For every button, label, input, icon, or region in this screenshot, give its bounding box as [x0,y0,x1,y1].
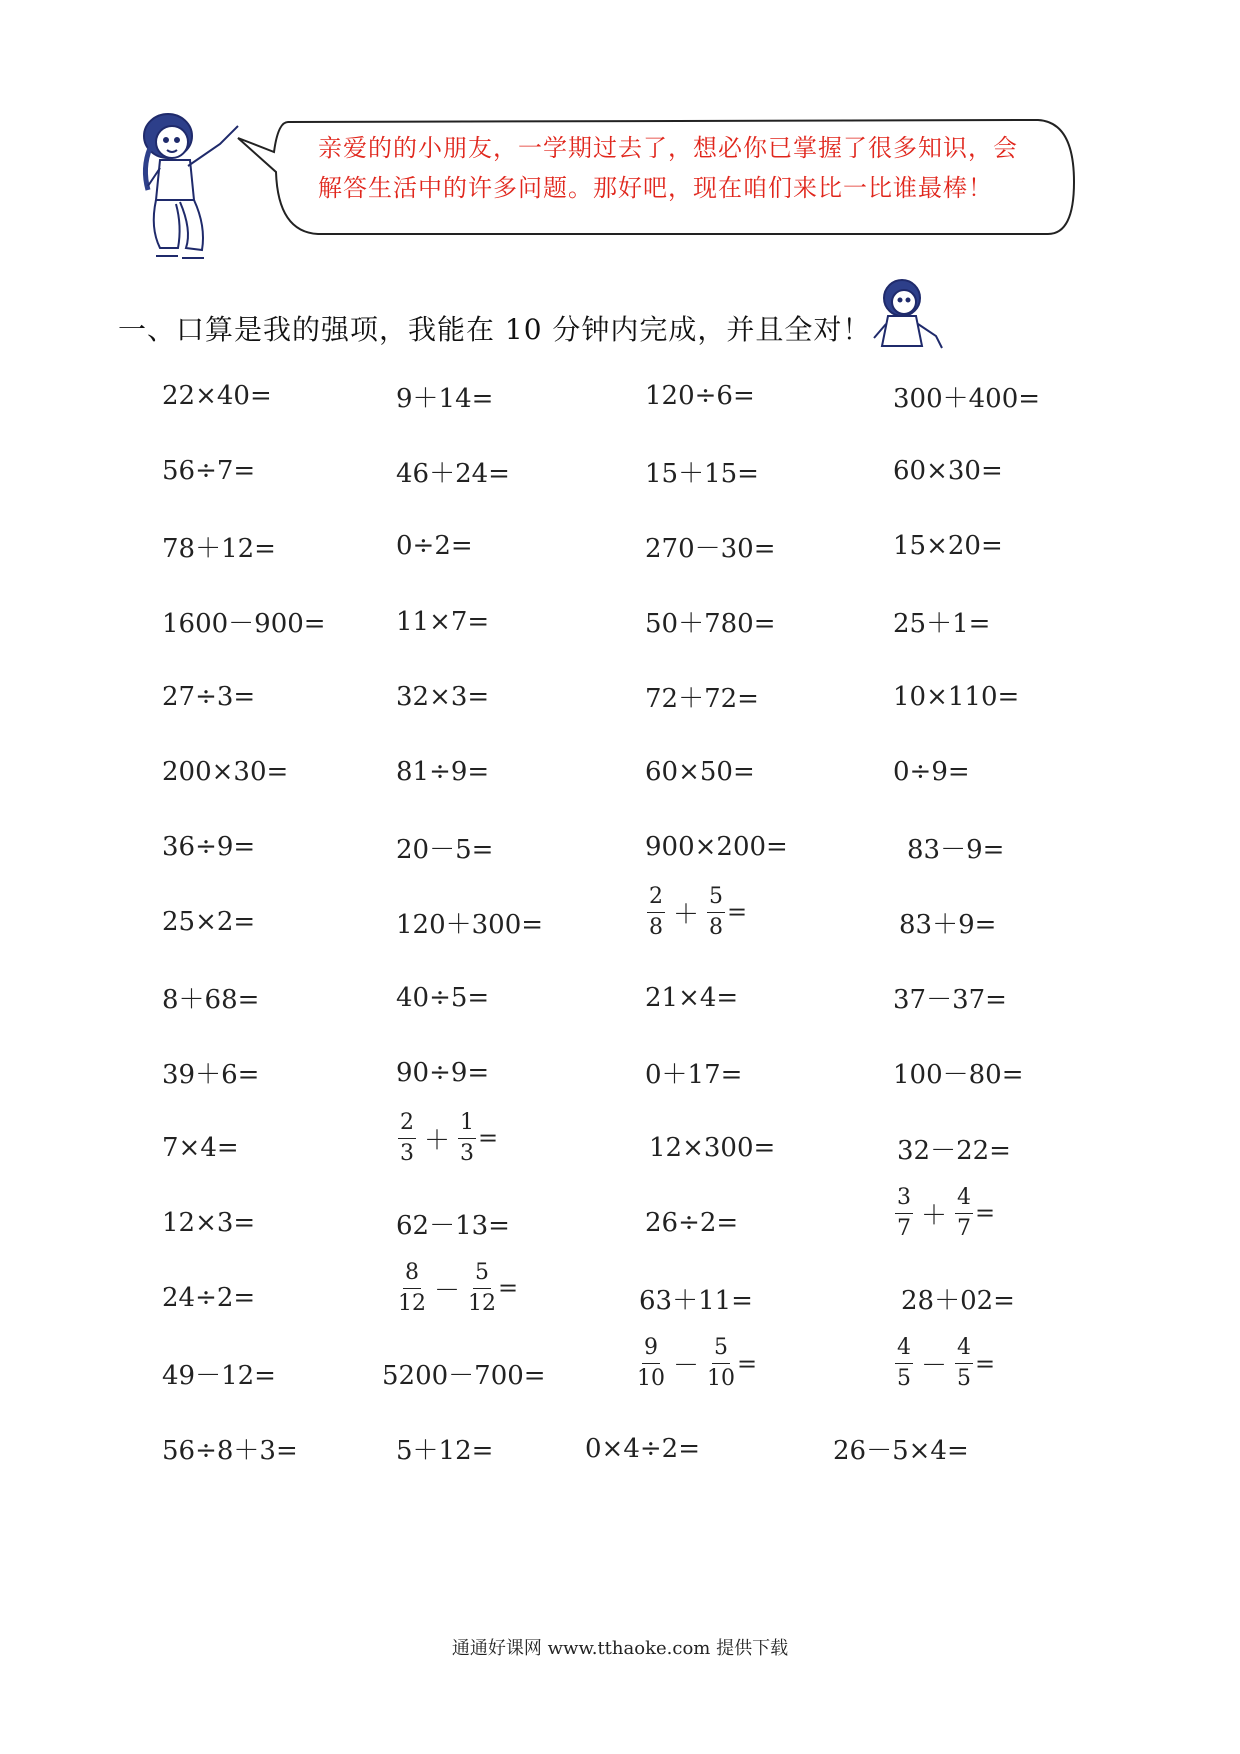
fraction-a-numerator: 2 [398,1112,416,1139]
problem-r2-c1: 56÷7= [162,456,256,487]
problem-r8-c2: 120＋300= [396,909,544,940]
problem-r7-c1: 36÷9= [162,832,256,863]
problem-r10-c3: 0＋17= [645,1060,743,1091]
problem-r14-c3 [635,1335,758,1392]
problem-r15-c1: 56÷8＋3= [162,1436,298,1467]
fraction-a-numerator: 2 [647,886,665,913]
fraction-a [895,1337,913,1390]
problem-r10-c4: 100－80= [893,1060,1024,1091]
problem-r11-c1: 7×4= [162,1133,239,1163]
fraction-a [647,883,665,940]
fraction-a-numerator: 8 [403,1262,421,1289]
fraction-b-denominator: 10 [707,1366,736,1392]
fraction-b-denominator: 3 [460,1140,475,1166]
intro-message-line-2: 解答生活中的许多问题。那好吧，现在咱们来比一比谁最棒！ [318,174,993,202]
problem-r13-c2 [396,1259,519,1316]
problem-r7-c2: 20－5= [396,834,494,865]
equals-sign: = [975,1199,996,1228]
problem-r8-c1: 25×2= [162,907,256,938]
fraction-b-numerator: 4 [955,1187,973,1214]
problem-r12-c1: 12×3= [162,1208,256,1239]
problem-r3-c3: 270－30= [645,533,776,564]
problem-r2-c3: 15＋15= [645,458,759,489]
operator: － [921,1351,948,1382]
problem-r9-c1: 8＋68= [162,985,260,1016]
operator: ＋ [673,899,700,930]
fraction-a [637,1337,665,1390]
problem-r13-c4: 28＋02= [901,1285,1015,1316]
fraction-a-denominator: 12 [398,1290,426,1316]
problem-r2-c2: 46＋24= [396,458,510,489]
problem-r5-c4: 10×110= [893,681,1020,712]
problem-r3-c2: 0÷2= [396,531,473,562]
problem-r1-c1: 22×40= [162,381,272,411]
problem-r5-c2: 32×3= [396,681,490,712]
problem-r4-c1: 1600－900= [162,609,326,640]
equals-sign: = [498,1274,519,1303]
operator: ＋ [921,1200,948,1231]
problem-r10-c2: 90÷9= [396,1057,490,1088]
equals-sign: = [737,1349,758,1378]
fraction-b-numerator: 1 [458,1112,476,1139]
fraction-a-denominator: 7 [897,1215,911,1241]
problem-r3-c4: 15×20= [893,531,1003,562]
girl-waving-illustration [868,276,948,358]
problem-r5-c3: 72＋72= [645,684,759,715]
problem-r1-c4: 300＋400= [893,383,1041,414]
section-title: 一、口算是我的强项，我能在 10 分钟内完成，并且全对！ [118,313,872,346]
problem-r1-c3: 120÷6= [645,381,755,411]
fraction-a-denominator: 8 [649,914,663,940]
problem-r12-c4 [893,1184,996,1241]
problem-r12-c3: 26÷2= [645,1208,739,1239]
footer-credit: 通通好课网 www.tthaoke.com 提供下载 [451,1638,789,1659]
problem-r9-c4: 37－37= [893,985,1007,1016]
equals-sign: = [478,1124,499,1152]
problem-r6-c1: 200×30= [162,757,289,787]
fraction-a-denominator: 3 [400,1140,414,1166]
problem-r6-c2: 81÷9= [396,757,490,787]
problem-r15-c3: 0×4÷2= [585,1433,700,1464]
problem-r9-c2: 40÷5= [396,982,490,1013]
fraction-b-denominator: 5 [957,1366,972,1392]
fraction-b-denominator: 12 [468,1290,497,1316]
problem-r5-c1: 27÷3= [162,681,256,712]
fraction-a-numerator: 4 [895,1337,913,1364]
fraction-b [468,1259,497,1316]
operator: － [673,1351,700,1382]
problem-r14-c4 [893,1335,996,1392]
fraction-a-numerator: 9 [642,1337,660,1364]
problem-r3-c1: 78＋12= [162,533,276,564]
problem-r9-c3: 21×4= [645,982,739,1013]
fraction-a-denominator: 10 [637,1366,665,1392]
problem-r12-c2: 62－13= [396,1210,510,1241]
fraction-b [707,883,725,940]
problem-r2-c4: 60×30= [893,456,1003,487]
problem-r15-c4: 26－5×4= [833,1436,969,1467]
problem-r14-c1: 49－12= [162,1361,276,1392]
fraction-a [398,1259,426,1316]
intro-message [318,128,1038,208]
fraction-b [955,1184,973,1241]
fraction-b-numerator: 4 [955,1337,973,1364]
problem-r10-c1: 39＋6= [162,1060,260,1091]
problem-r6-c4: 0÷9= [893,757,970,787]
problem-r8-c4: 83＋9= [899,909,997,940]
problem-r7-c4: 83－9= [907,834,1005,865]
problem-r4-c2: 11×7= [396,606,490,637]
problem-r11-c4: 32－22= [897,1135,1011,1166]
problem-r8-c3 [645,883,748,940]
problem-r7-c3: 900×200= [645,832,788,863]
problem-r14-c2: 5200－700= [382,1361,546,1392]
fraction-b-numerator: 5 [707,886,725,913]
fraction-b [955,1337,973,1390]
fraction-b-numerator: 5 [712,1337,730,1364]
intro-message-line-1: 亲爱的的小朋友，一学期过去了，想必你已掌握了很多知识，会 [318,134,1018,162]
equals-sign: = [975,1349,996,1378]
problem-r13-c1: 24÷2= [162,1283,256,1314]
operator: ＋ [424,1125,451,1156]
fraction-b-denominator: 8 [709,914,724,940]
fraction-a-numerator: 3 [895,1187,913,1214]
fraction-b [458,1109,476,1166]
problem-r11-c2 [396,1109,499,1166]
problem-r11-c3: 12×300= [649,1133,776,1163]
problem-r4-c4: 25＋1= [893,609,991,640]
fraction-b [707,1337,735,1390]
fraction-a-denominator: 5 [897,1366,911,1392]
fraction-b-numerator: 5 [473,1262,491,1289]
fraction-a [895,1184,913,1241]
problem-r4-c3: 50＋780= [645,609,776,640]
fraction-b-denominator: 7 [957,1215,972,1241]
operator: － [434,1275,461,1306]
problem-r13-c3: 63＋11= [639,1285,753,1316]
problem-r6-c3: 60×50= [645,757,755,787]
problem-r15-c2: 5＋12= [396,1436,494,1467]
equals-sign: = [727,898,748,927]
fraction-a [398,1109,416,1166]
problem-r1-c2: 9＋14= [396,383,494,414]
